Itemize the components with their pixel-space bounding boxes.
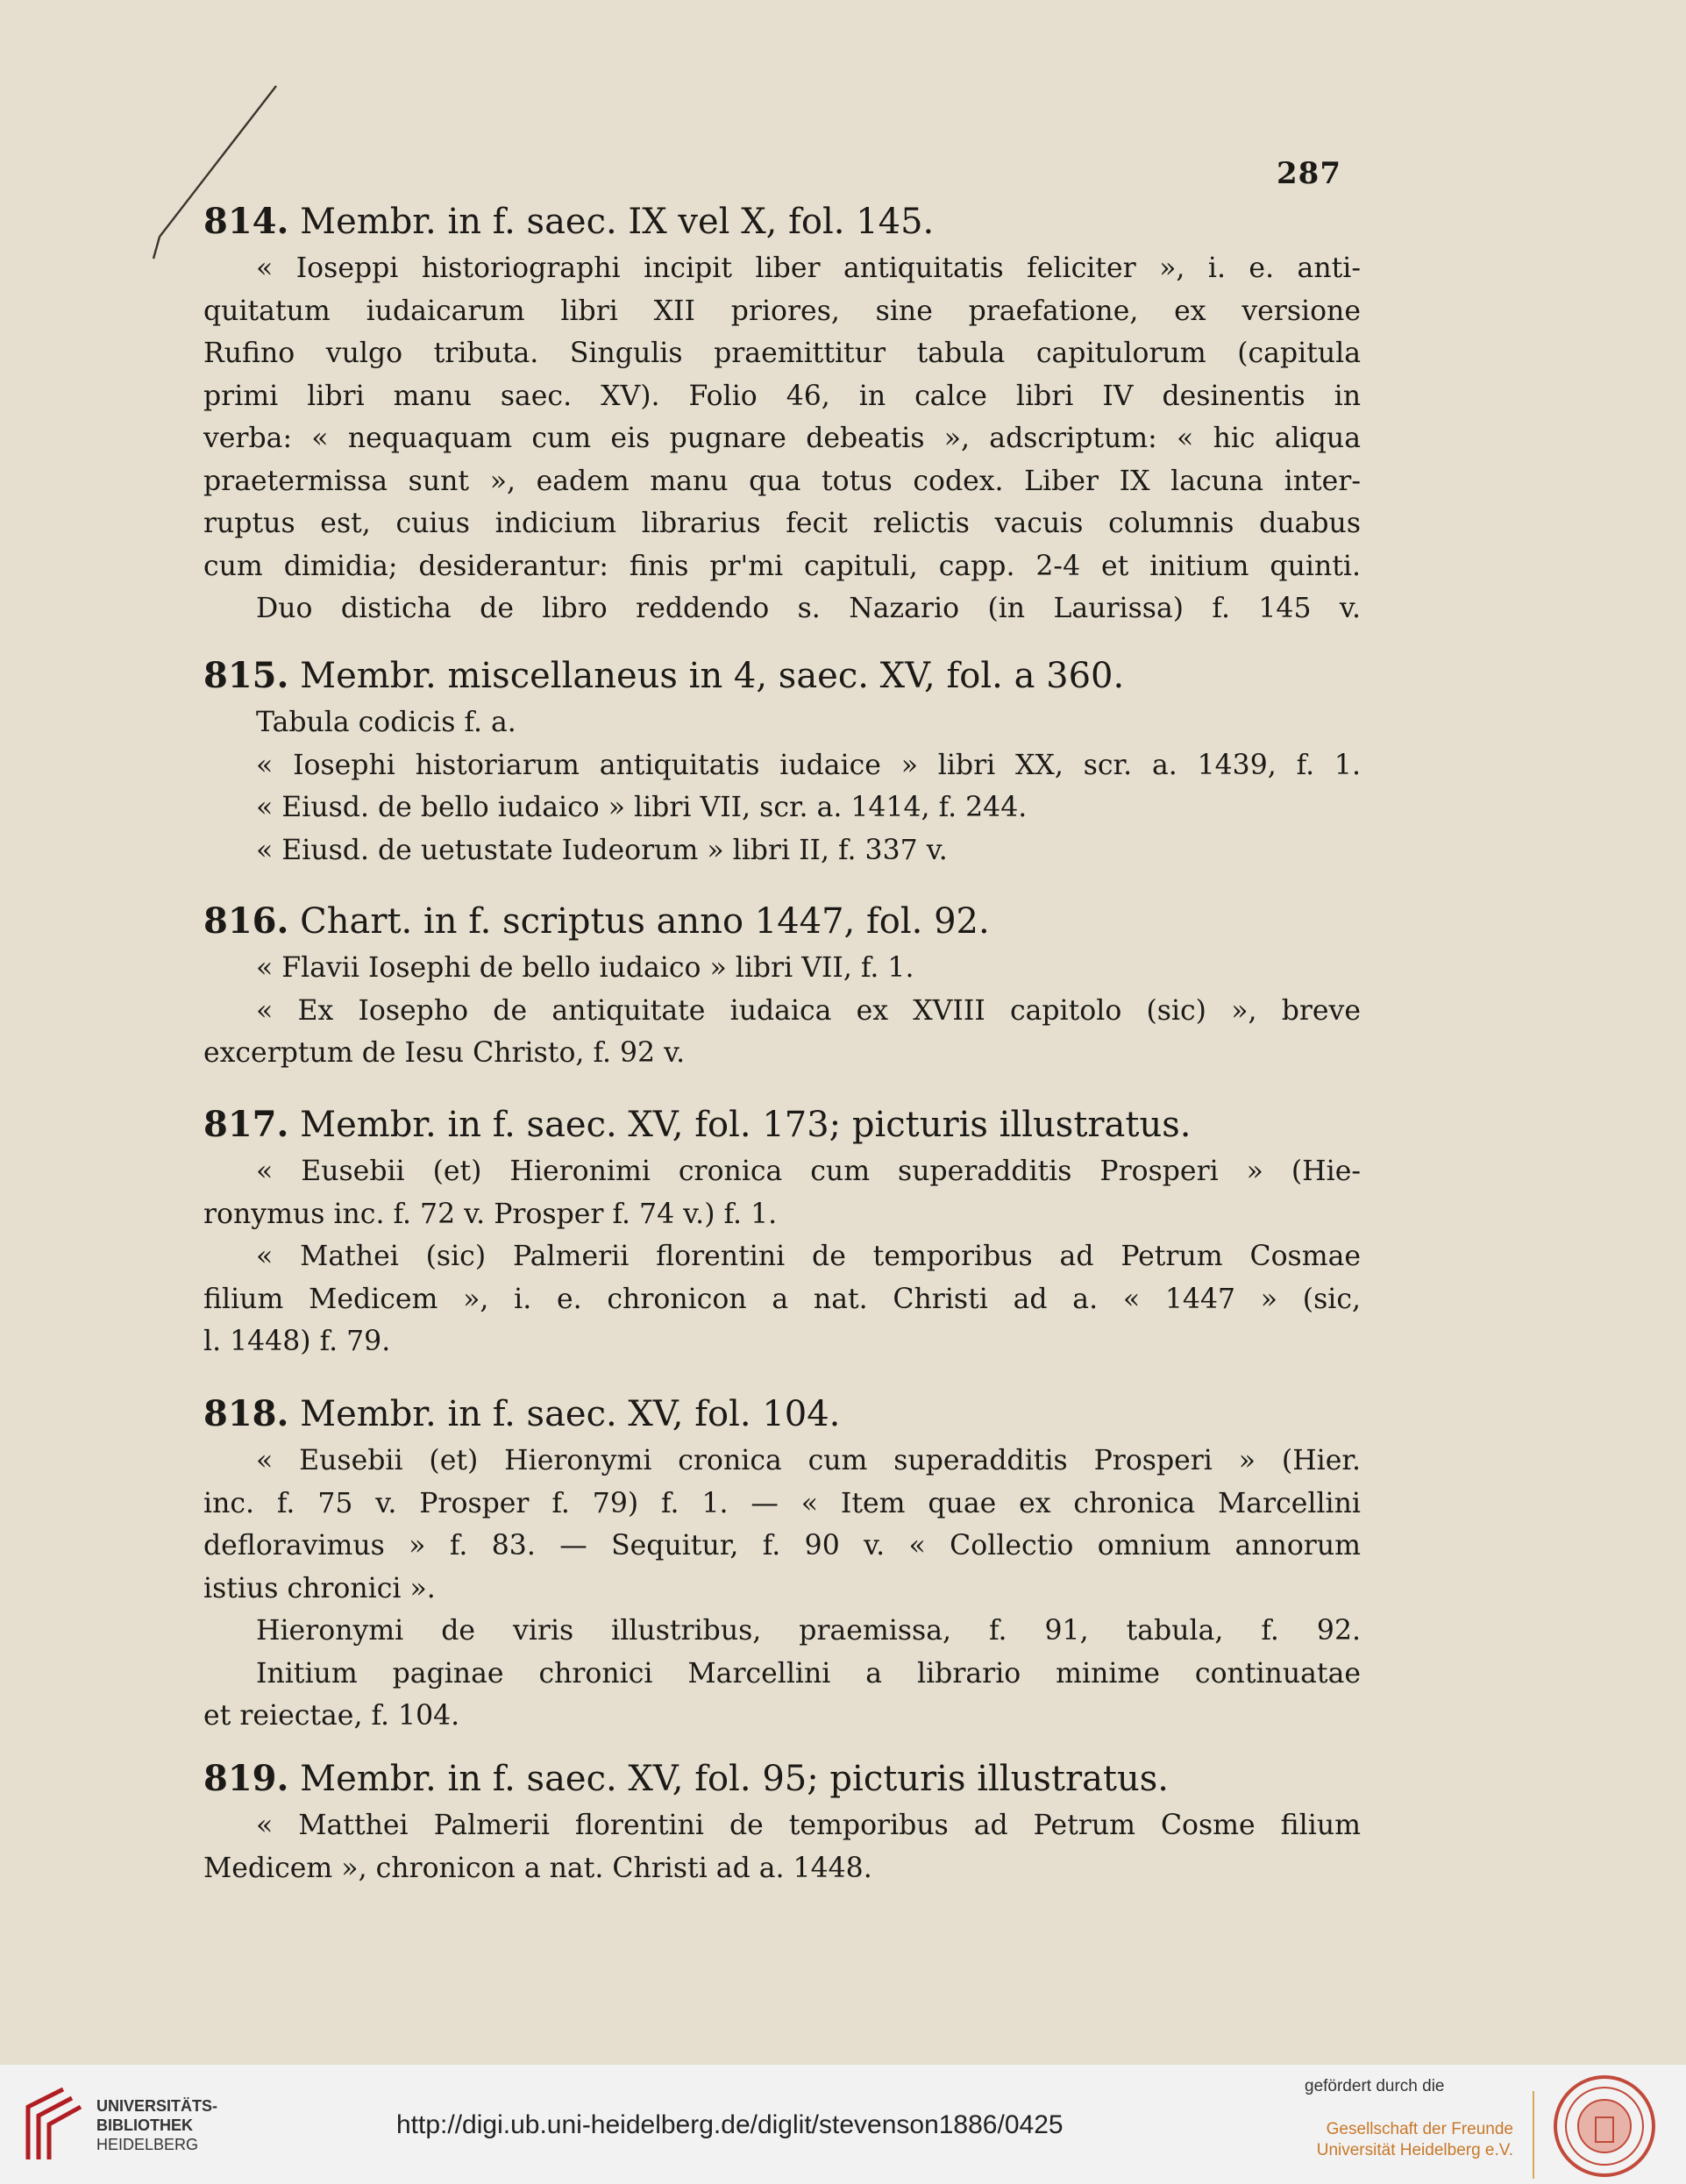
text-line: « Flavii Iosephi de bello iudaico » libri VII, f. 1.	[256, 952, 914, 984]
catalog-entry-819	[203, 1757, 1361, 1889]
entry-heading	[203, 1103, 1361, 1147]
text-line: « Ex Iosepho de antiquitate iudaica ex XVIII capitolo (sic) », breve	[256, 994, 1361, 1027]
sponsor-label: gefördert durch die	[1305, 2077, 1445, 2095]
text-line: « Eiusd. de bello iudaico » libri VII, scr. a. 1414, f. 244.	[256, 792, 1028, 823]
entry-number: 818.	[203, 1393, 289, 1434]
entry-description: Chart. in f. scriptus anno 1447, fol. 92.	[300, 901, 990, 942]
entry-number: 814.	[203, 201, 289, 242]
text-line: defloravimus » f. 83. — Sequitur, f. 90 v. « Collectio omnium annorum	[203, 1530, 1361, 1562]
sponsor-divider	[1533, 2091, 1534, 2179]
library-name-line-3: HEIDELBERG	[96, 2136, 199, 2153]
text-line: Duo disticha de libro reddendo s. Nazario (in Laurissa) f. 145 v.	[256, 593, 1361, 624]
entry-description: Membr. in f. saec. XV, fol. 104.	[300, 1394, 841, 1434]
entry-description: Membr. miscellaneus in 4, saec. XV, fol. a 360.	[300, 656, 1125, 696]
entry-body	[88, 947, 1361, 1075]
sponsor-name	[1303, 2119, 1513, 2161]
catalog-entry-818	[203, 1392, 1361, 1738]
text-line: Hieronymi de viris illustribus, praemissa, f. 91, tabula, f. 92.	[256, 1615, 1361, 1647]
entry-heading	[203, 1757, 1361, 1801]
text-line: Tabula codicis f. a.	[256, 707, 516, 738]
text-line: praetermissa sunt », eadem manu qua totus codex. Liber IX lacuna inter-	[203, 465, 1361, 497]
entry-body	[88, 701, 1361, 871]
text-line: « Mathei (sic) Palmerii florentini de temporibus ad Petrum Cosmae	[256, 1241, 1361, 1272]
entry-body	[88, 1150, 1361, 1363]
sponsor-name-line-1: Gesellschaft der Freunde	[1326, 2120, 1513, 2138]
catalog-entry-816	[203, 900, 1361, 1075]
text-line: « Matthei Palmerii florentini de temporibus ad Petrum Cosme filium	[256, 1810, 1361, 1841]
entry-heading	[203, 200, 1361, 244]
entry-number: 819.	[203, 1758, 289, 1799]
page-number: 287	[1277, 156, 1341, 191]
catalog-entry-817	[203, 1103, 1361, 1363]
text-line: « Eusebii (et) Hieronimi cronica cum superadditis Prosperi » (Hie-	[256, 1156, 1361, 1187]
entry-body	[88, 1440, 1361, 1738]
text-line: quitatum iudaicarum libri XII priores, sine praefatione, ex versione	[203, 295, 1361, 327]
permalink-url[interactable]: http://digi.ub.uni-heidelberg.de/diglit/stevenson1886/0425	[396, 2110, 1064, 2139]
text-line: excerptum de Iesu Christo, f. 92 v.	[203, 1037, 686, 1069]
entry-body	[88, 247, 1361, 630]
library-name-line-1: UNIVERSITÄTS-	[96, 2097, 218, 2115]
entry-heading	[203, 654, 1361, 698]
text-line: Rufino vulgo tributa. Singulis praemittitur tabula capitulorum (capitula	[203, 338, 1361, 369]
sponsor-name-line-2: Universität Heidelberg e.V.	[1316, 2141, 1513, 2159]
entry-description: Membr. in f. saec. XV, fol. 173; picturis illustratus.	[300, 1105, 1192, 1145]
catalog-entry-814	[203, 200, 1361, 630]
text-line: « Iosephi historiarum antiquitatis iudaice » libri XX, scr. a. 1439, f. 1.	[256, 749, 1361, 781]
entry-body	[88, 1804, 1361, 1889]
text-line: istius chronici ».	[203, 1572, 436, 1604]
text-line: Initium paginae chronici Marcellini a librario minime continuatae	[256, 1657, 1361, 1690]
text-line: l. 1448) f. 79.	[203, 1326, 391, 1357]
text-line: et reiectae, f. 104.	[203, 1700, 460, 1732]
library-name	[96, 2096, 217, 2154]
entry-number: 816.	[203, 900, 289, 942]
viewer-footer	[0, 2065, 1686, 2184]
entry-number: 817.	[203, 1104, 289, 1145]
entry-number: 815.	[203, 655, 289, 696]
text-line: ronymus inc. f. 72 v. Prosper f. 74 v.) f. 1.	[203, 1198, 778, 1230]
university-seal-icon	[1552, 2074, 1657, 2179]
entry-description: Membr. in f. saec. XV, fol. 95; picturis illustratus.	[300, 1759, 1169, 1799]
text-line: Medicem », chronicon a nat. Christi ad a. 1448.	[203, 1852, 872, 1884]
text-line: cum dimidia; desiderantur: finis pr'mi capituli, capp. 2-4 et initium quinti.	[203, 550, 1361, 582]
text-line: filium Medicem », i. e. chronicon a nat. Christi ad a. « 1447 » (sic,	[203, 1283, 1361, 1315]
entry-description: Membr. in f. saec. IX vel X, fol. 145.	[300, 202, 935, 242]
catalog-entry-815	[203, 654, 1361, 871]
text-line: « Eiusd. de uetustate Iudeorum » libri II, f. 337 v.	[256, 834, 948, 866]
text-line: primi libri manu saec. XV). Folio 46, in calce libri IV desinentis in	[203, 380, 1361, 412]
text-line: « Ioseppi historiographi incipit liber antiquitatis feliciter », i. e. anti-	[256, 253, 1361, 284]
entry-heading	[203, 1392, 1361, 1436]
library-name-line-2: BIBLIOTHEK	[96, 2116, 193, 2134]
text-line: ruptus est, cuius indicium librarius fecit relictis vacuis columnis duabus	[203, 508, 1361, 539]
text-line: « Eusebii (et) Hieronymi cronica cum superadditis Prosperi » (Hier.	[256, 1445, 1361, 1476]
library-logo-icon	[19, 2081, 89, 2168]
entry-heading	[203, 900, 1361, 943]
text-line: verba: « nequaquam cum eis pugnare debeatis », adscriptum: « hic aliqua	[203, 423, 1361, 454]
text-line: inc. f. 75 v. Prosper f. 79) f. 1. — « Item quae ex chronica Marcellini	[203, 1487, 1361, 1519]
